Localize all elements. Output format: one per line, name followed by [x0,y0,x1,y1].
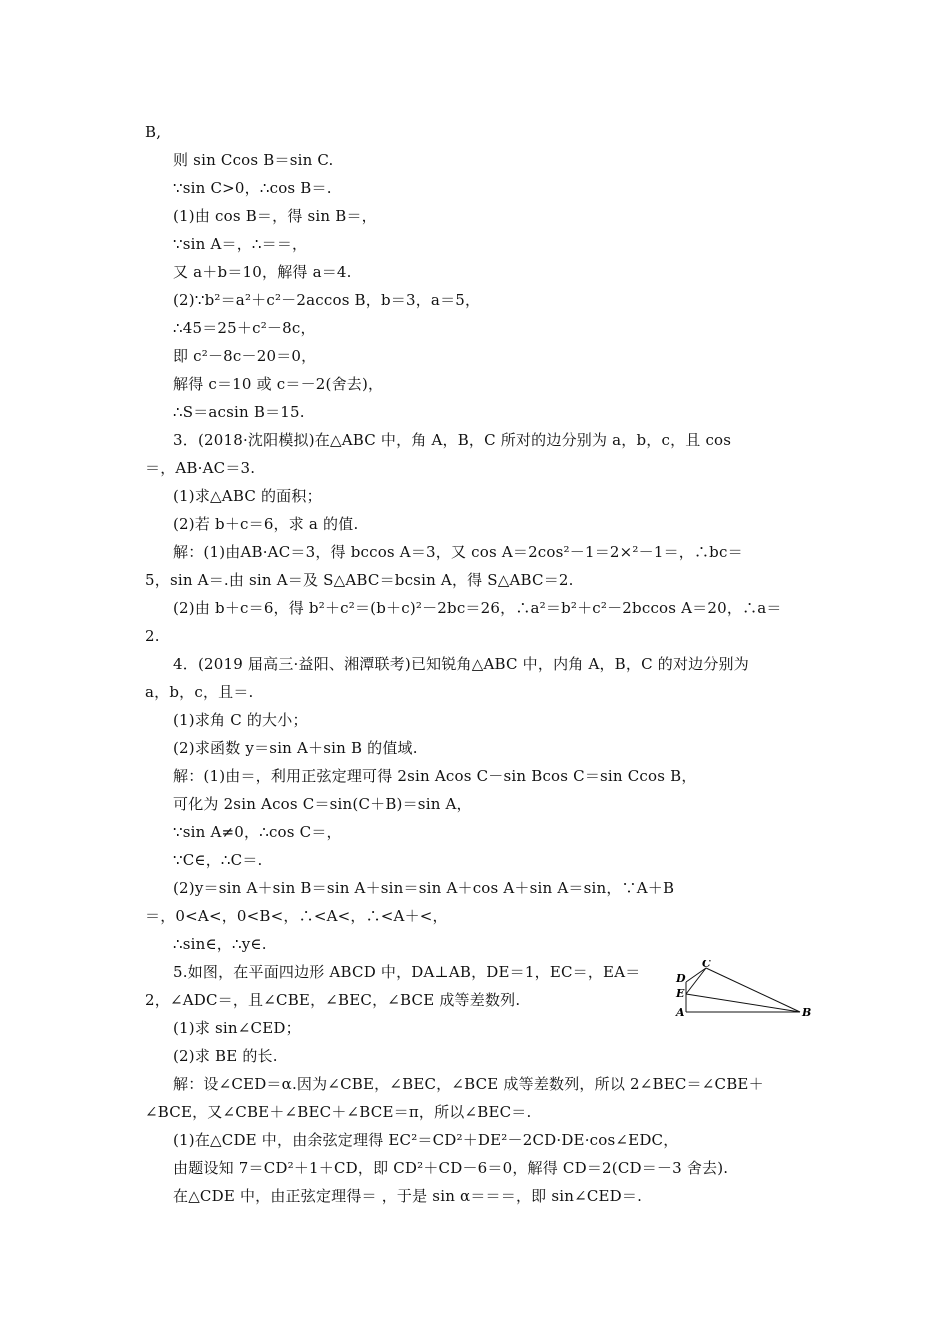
text-line: 解：设∠CED＝α.因为∠CBE，∠BEC，∠BCE 成等差数列，所以 2∠BEC＝∠CBE＋ [173,1075,764,1093]
text-line: ∵sin C>0，∴cos B＝. [173,179,332,197]
text-line: (1)求 sin∠CED； [173,1019,301,1037]
text-line: ∵sin A＝，∴＝＝， [173,235,308,253]
text-line: ∵sin A≠0，∴cos C＝， [173,823,342,841]
text-line: 即 c²－8c－20＝0， [173,347,317,365]
segment-dc [686,968,706,982]
text-line: 由题设知 7＝CD²＋1＋CD，即 CD²＋CD－6＝0，解得 CD＝2(CD＝－3 舍去). [173,1159,729,1177]
text-line: B, [145,123,162,141]
segment-ec [686,968,706,994]
text-line: ∠BCE，又∠CBE＋∠BEC＋∠BCE＝π，所以∠BEC＝. [145,1103,532,1121]
text-line: 2，∠ADC＝，且∠CBE，∠BEC，∠BCE 成等差数列. [145,991,521,1009]
text-line: (2)求 BE 的长. [173,1047,278,1065]
figure-svg [672,960,822,1022]
label-b: B [802,1006,812,1019]
text-line: ∵C∈，∴C＝. [173,851,263,869]
text-line: (2)若 b＋c＝6，求 a 的值. [173,515,359,533]
text-line: ∴sin∈，∴y∈. [173,935,267,953]
text-line: (2)∵b²＝a²＋c²－2accos B，b＝3，a＝5， [173,291,481,309]
text-line: 在△CDE 中，由正弦定理得＝ ，于是 sin α＝＝＝，即 sin∠CED＝. [173,1187,643,1205]
text-line: ∴45＝25＋c²－8c， [173,319,316,337]
quadrilateral-figure [672,960,822,1022]
text-line: ＝，AB·AC＝3. [145,459,256,477]
label-e: E [676,987,685,1000]
segment-eb [686,994,800,1012]
text-line: 5.如图，在平面四边形 ABCD 中，DA⊥AB，DE＝1，EC＝，EA＝ [173,963,641,981]
text-line: (1)由 cos B＝，得 sin B＝， [173,207,377,225]
label-d: D [676,972,686,985]
text-line: 2. [145,627,160,645]
text-line: (2)由 b＋c＝6，得 b²＋c²＝(b＋c)²－2bc＝26，∴a²＝b²＋c²－2bccos A＝20，∴a＝ [173,599,782,617]
text-line: 5，sin A＝.由 sin A＝及 S△ABC＝bcsin A，得 S△ABC＝2. [145,571,574,589]
text-line: ＝，0<A<，0<B<，∴<A<，∴<A＋<， [145,907,448,925]
text-line: a，b，c，且＝. [145,683,254,701]
text-line: 解：(1)由＝，利用正弦定理可得 2sin Acos C－sin Bcos C＝sin Ccos B， [173,767,697,785]
segment-cb [706,968,800,1012]
text-line: (1)在△CDE 中，由余弦定理得 EC²＝CD²＋DE²－2CD·DE·cos∠EDC， [173,1131,679,1149]
text-line: ∴S＝acsin B＝15. [173,403,305,421]
label-c: C [702,960,711,970]
text-line: 解：(1)由AB·AC＝3，得 bccos A＝3，又 cos A＝2cos²－1＝2×²－1＝，∴bc＝ [173,543,743,561]
text-line: 又 a＋b＝10，解得 a＝4. [173,263,352,281]
text-line: 3．(2018·沈阳模拟)在△ABC 中，角 A，B，C 所对的边分别为 a，b，c，且 cos [173,431,732,449]
text-line: (1)求角 C 的大小； [173,711,308,729]
label-a: A [676,1006,685,1019]
text-line: (2)求函数 y＝sin A＋sin B 的值域. [173,739,418,757]
text-line: 则 sin Ccos B＝sin C. [173,151,334,169]
text-line: 4．(2019 届高三·益阳、湘潭联考)已知锐角△ABC 中，内角 A，B，C 的对边分别为 [173,655,749,673]
text-line: (2)y＝sin A＋sin B＝sin A＋sin＝sin A＋cos A＋sin A＝sin，∵A＋B [173,879,675,897]
text-line: 解得 c＝10 或 c＝－2(舍去)， [173,375,384,393]
text-line: 可化为 2sin Acos C＝sin(C＋B)＝sin A， [173,795,472,813]
text-line: (1)求△ABC 的面积； [173,487,322,505]
